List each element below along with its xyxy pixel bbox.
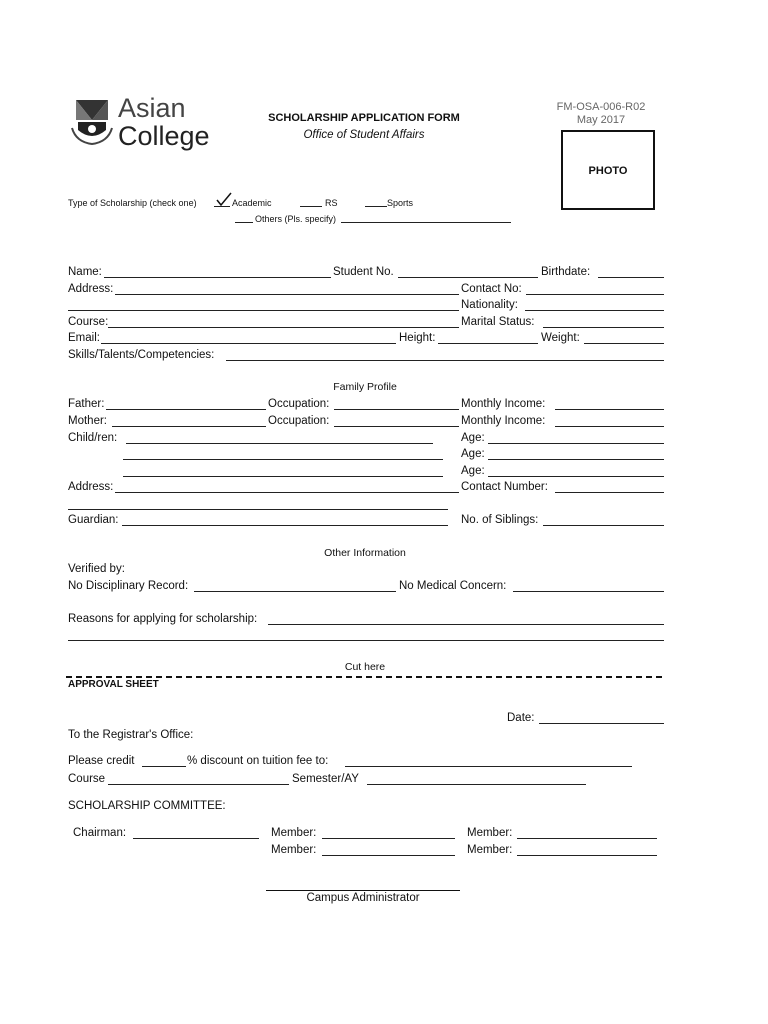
verified-by-label: Verified by:: [68, 563, 125, 575]
siblings-field[interactable]: [543, 525, 664, 526]
child-field-2[interactable]: [123, 459, 443, 460]
child-age-label-3: Age:: [461, 465, 485, 477]
email-label: Email:: [68, 332, 100, 344]
child-age-label-2: Age:: [461, 448, 485, 460]
others-checkbox-line[interactable]: [235, 222, 253, 223]
reasons-field-1[interactable]: [268, 624, 664, 625]
no-medical-field[interactable]: [513, 591, 664, 592]
member-label-1: Member:: [271, 827, 317, 839]
others-specify-field[interactable]: [341, 222, 511, 223]
form-date: May 2017: [576, 114, 626, 126]
child-field-1[interactable]: [126, 443, 433, 444]
option-rs: RS: [325, 198, 338, 208]
college-crest-icon: [70, 98, 114, 146]
father-income-field[interactable]: [555, 409, 664, 410]
address-field[interactable]: [115, 294, 459, 295]
child-age-field-1[interactable]: [488, 443, 664, 444]
father-label: Father:: [68, 398, 105, 410]
registrar-label: To the Registrar's Office:: [68, 729, 194, 741]
academic-checkbox-line[interactable]: [214, 206, 230, 207]
rs-checkbox-line[interactable]: [300, 206, 322, 207]
mother-field[interactable]: [112, 426, 266, 427]
mother-income-label: Monthly Income:: [461, 415, 546, 427]
semester-label: Semester/AY: [292, 773, 359, 785]
student-no-field[interactable]: [398, 277, 538, 278]
approval-course-label: Course: [68, 773, 106, 785]
scholarship-type-label: Type of Scholarship (check one): [68, 198, 197, 208]
father-occupation-label: Occupation:: [268, 398, 330, 410]
form-code: FM-OSA-006-R02: [556, 101, 646, 113]
weight-field[interactable]: [584, 343, 664, 344]
credit-label-b: % discount on tuition fee to:: [187, 755, 329, 767]
family-contact-field[interactable]: [555, 492, 664, 493]
form-title: SCHOLARSHIP APPLICATION FORM: [268, 112, 460, 124]
address-field-2[interactable]: [68, 310, 459, 311]
child-age-field-2[interactable]: [488, 459, 664, 460]
course-field[interactable]: [108, 327, 459, 328]
family-address-field-2[interactable]: [68, 509, 448, 510]
cut-here-label: Cut here: [344, 661, 386, 673]
child-age-field-3[interactable]: [488, 476, 664, 477]
child-age-label-1: Age:: [461, 432, 485, 444]
mother-occupation-label: Occupation:: [268, 415, 330, 427]
member-label-3: Member:: [271, 844, 317, 856]
father-income-label: Monthly Income:: [461, 398, 546, 410]
college-name-line2: College: [118, 121, 210, 151]
skills-field[interactable]: [226, 360, 664, 361]
address-label: Address:: [68, 283, 114, 295]
height-label: Height:: [399, 332, 436, 344]
chairman-field[interactable]: [133, 838, 259, 839]
admin-signature-field[interactable]: [266, 890, 460, 891]
children-label: Child/ren:: [68, 432, 118, 444]
guardian-label: Guardian:: [68, 514, 119, 526]
member-label-2: Member:: [467, 827, 513, 839]
chairman-label: Chairman:: [73, 827, 127, 839]
cut-line: [66, 676, 662, 678]
semester-field[interactable]: [367, 784, 586, 785]
member-label-4: Member:: [467, 844, 513, 856]
family-address-label: Address:: [68, 481, 114, 493]
approval-course-field[interactable]: [108, 784, 289, 785]
marital-status-field[interactable]: [543, 327, 664, 328]
marital-status-label: Marital Status:: [461, 316, 535, 328]
approval-date-field[interactable]: [539, 723, 664, 724]
office-name: Office of Student Affairs: [303, 129, 425, 141]
checkmark-icon: [216, 192, 232, 206]
reasons-field-2[interactable]: [68, 640, 664, 641]
family-contact-label: Contact Number:: [461, 481, 548, 493]
sports-checkbox-line[interactable]: [365, 206, 387, 207]
course-label: Course:: [68, 316, 109, 328]
email-field[interactable]: [101, 343, 396, 344]
mother-income-field[interactable]: [555, 426, 664, 427]
contact-no-field[interactable]: [526, 294, 664, 295]
credit-percent-field[interactable]: [142, 766, 186, 767]
member-field-1[interactable]: [322, 838, 455, 839]
guardian-field[interactable]: [122, 525, 448, 526]
nationality-label: Nationality:: [461, 299, 518, 311]
admin-label: Campus Administrator: [306, 892, 420, 904]
name-field[interactable]: [104, 277, 331, 278]
skills-label: Skills/Talents/Competencies:: [68, 349, 215, 361]
family-profile-heading: Family Profile: [333, 381, 397, 393]
family-address-field[interactable]: [115, 492, 459, 493]
credit-name-field[interactable]: [345, 766, 632, 767]
option-academic: Academic: [232, 198, 272, 208]
approval-title: APPROVAL SHEET: [68, 679, 159, 690]
option-sports: Sports: [387, 198, 414, 208]
contact-no-label: Contact No:: [461, 283, 522, 295]
birthdate-label: Birthdate:: [541, 266, 591, 278]
member-field-3[interactable]: [322, 855, 455, 856]
college-name-line1: Asian: [118, 93, 186, 123]
no-medical-label: No Medical Concern:: [399, 580, 507, 592]
child-field-3[interactable]: [123, 476, 443, 477]
photo-label: PHOTO: [588, 165, 628, 177]
name-label: Name:: [68, 266, 102, 278]
weight-label: Weight:: [541, 332, 580, 344]
other-info-heading: Other Information: [324, 547, 406, 559]
no-disciplinary-label: No Disciplinary Record:: [68, 580, 189, 592]
reasons-label: Reasons for applying for scholarship:: [68, 613, 258, 625]
no-disciplinary-field[interactable]: [194, 591, 396, 592]
father-occupation-field[interactable]: [334, 409, 459, 410]
father-field[interactable]: [106, 409, 266, 410]
credit-label-a: Please credit: [68, 755, 135, 767]
birthdate-field[interactable]: [598, 277, 664, 278]
approval-date-label: Date:: [507, 712, 535, 724]
member-field-4[interactable]: [517, 855, 657, 856]
nationality-field[interactable]: [525, 310, 664, 311]
college-logo: [70, 93, 220, 156]
mother-occupation-field[interactable]: [334, 426, 459, 427]
committee-label: SCHOLARSHIP COMMITTEE:: [68, 800, 226, 812]
option-others: Others (Pls. specify): [255, 214, 337, 224]
mother-label: Mother:: [68, 415, 107, 427]
member-field-2[interactable]: [517, 838, 657, 839]
siblings-label: No. of Siblings:: [461, 514, 539, 526]
height-field[interactable]: [438, 343, 538, 344]
student-no-label: Student No.: [333, 266, 394, 278]
